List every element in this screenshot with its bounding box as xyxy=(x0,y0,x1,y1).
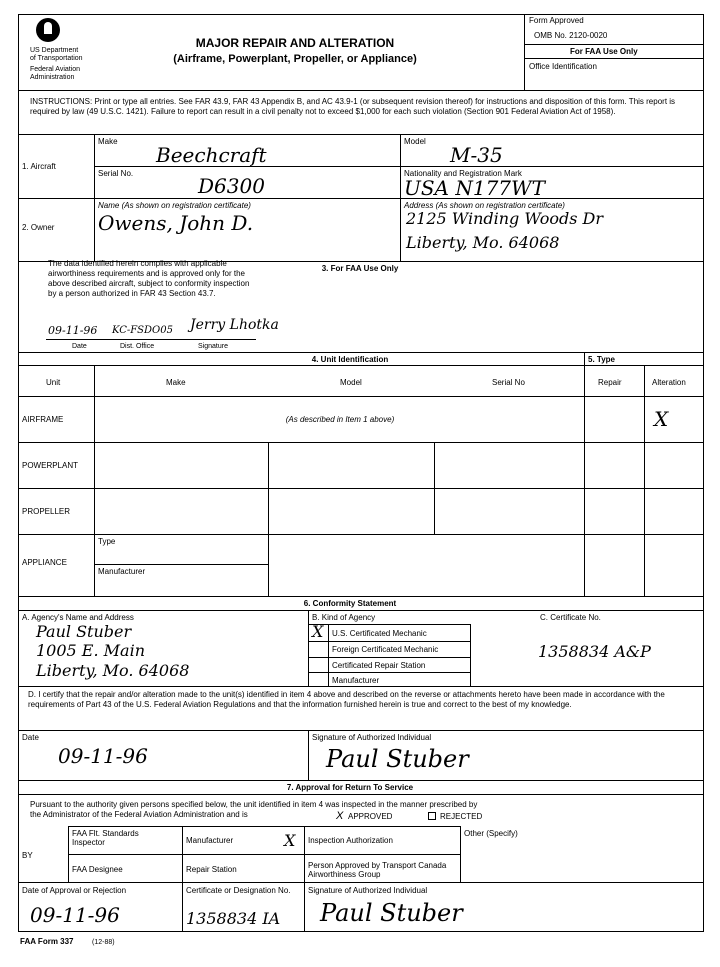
owner-section-label: 2. Owner xyxy=(22,223,55,232)
transport-canada-label: Person Approved by Transport Canada Airworthiness Group xyxy=(308,861,447,879)
return-service-heading: 7. Approval for Return To Service xyxy=(286,783,414,792)
instructions: INSTRUCTIONS: Print or type all entries. See FAR 43.9, FAR 43 Appendix B, and AC 43.9-1 (or subsequent revision thereof) for instructions and disposition of this form. This report is required by law (49 U.S.C. 1421). Failure to report can result in a civil penalty not to exceed $1,000 for each such violation (Section 901 Federal Aviation Act of 1958). xyxy=(30,97,676,116)
agency-line-2: of Transportation xyxy=(30,55,83,62)
faa-inspector-signature: Jerry Lhotka xyxy=(190,317,279,333)
dot-logo-emblem xyxy=(44,22,52,34)
nationality-label: Nationality and Registration Mark xyxy=(404,169,522,178)
kind-option-repair-station: Certificated Repair Station xyxy=(332,661,426,670)
make-label: Make xyxy=(98,137,118,146)
approval-date-label: Date of Approval or Rejection xyxy=(22,886,127,895)
certificate-no-value: 1358834 A&P xyxy=(538,642,651,661)
col-model: Model xyxy=(340,378,362,387)
form-title: MAJOR REPAIR AND ALTERATION xyxy=(195,36,395,50)
type-heading: 5. Type xyxy=(588,355,615,364)
return-signature-label: Signature of Authorized Individual xyxy=(308,886,428,895)
pursuant-statement: Pursuant to the authority given persons specified below, the unit identified in item 4 was inspected in the manner prescribed by the Administrator of the Federal Aviation Administration and is xyxy=(30,800,478,819)
kind-option-foreign-mechanic: Foreign Certificated Mechanic xyxy=(332,645,439,654)
inspection-auth-label: Inspection Authorization xyxy=(308,836,393,845)
aircraft-section-label: 1. Aircraft xyxy=(22,162,56,171)
return-signature: Paul Stuber xyxy=(320,899,463,927)
kind-of-agency-label: B. Kind of Agency xyxy=(312,613,376,622)
faa-dist-office-label: Dist. Office xyxy=(120,343,155,350)
conformity-heading: 6. Conformity Statement xyxy=(303,599,397,608)
faa-date-label: Date xyxy=(72,343,87,350)
agency-name-label: A. Agency's Name and Address xyxy=(22,613,134,622)
agency-line-3: Federal Aviation xyxy=(30,66,81,73)
faa-district-office: KC-FSDO05 xyxy=(112,325,173,336)
designation-no-label: Certificate or Designation No. xyxy=(186,886,291,895)
powerplant-label: POWERPLANT xyxy=(22,461,79,470)
owner-name-value: Owens, John D. xyxy=(98,211,254,235)
faa-use-only-label: For FAA Use Only xyxy=(570,47,638,56)
appliance-manufacturer-label: Manufacturer xyxy=(98,567,146,576)
designee-label: FAA Designee xyxy=(72,865,123,874)
form-revision: (12-88) xyxy=(92,939,115,946)
model-label: Model xyxy=(404,137,426,146)
owner-name-label: Name (As shown on registration certificate) xyxy=(98,201,251,210)
make-value: Beechcraft xyxy=(156,143,267,167)
unit-id-heading: 4. Unit Identification xyxy=(311,355,389,364)
kind-option-manufacturer: Manufacturer xyxy=(332,676,380,685)
manufacturer-option-label: Manufacturer xyxy=(186,836,234,845)
conformity-signature-label: Signature of Authorized Individual xyxy=(312,733,432,742)
approved-label: APPROVED xyxy=(348,812,393,821)
office-identification: Office Identification xyxy=(529,62,597,71)
faa-approval-date: 09-11-96 xyxy=(48,324,98,337)
nationality-value: USA N177WT xyxy=(404,176,545,200)
airframe-description: (As described in Item 1 above) xyxy=(285,415,395,424)
propeller-label: PROPELLER xyxy=(22,507,71,516)
form-number: FAA Form 337 xyxy=(20,937,74,946)
kind-option-us-mechanic: U.S. Certificated Mechanic xyxy=(332,629,427,638)
appliance-type-label: Type xyxy=(98,537,116,546)
owner-address-label: Address (As shown on registration certificate) xyxy=(404,201,565,210)
agency-name-line1: Paul Stuber xyxy=(36,622,132,641)
form-approved: Form Approved xyxy=(529,16,584,25)
form-subtitle: (Airframe, Powerplant, Propeller, or Appliance) xyxy=(173,53,417,65)
owner-address-line1: 2125 Winding Woods Dr xyxy=(406,209,604,228)
conformity-signature: Paul Stuber xyxy=(326,745,469,773)
serial-value: D6300 xyxy=(198,174,265,198)
by-label: BY xyxy=(22,851,33,860)
approval-date-value: 09-11-96 xyxy=(30,903,120,927)
owner-address-line2: Liberty, Mo. 64068 xyxy=(406,233,560,252)
airframe-alteration-mark: X xyxy=(654,407,669,431)
agency-line-1: US Department xyxy=(30,47,79,54)
agency-line-4: Administration xyxy=(30,74,75,81)
manufacturer-mark: X xyxy=(284,831,296,850)
rejected-label: REJECTED xyxy=(440,812,483,821)
conformity-date-value: 09-11-96 xyxy=(58,744,148,768)
agency-name-line3: Liberty, Mo. 64068 xyxy=(36,661,190,680)
col-alteration: Alteration xyxy=(652,378,686,387)
faa-use-heading: 3. For FAA Use Only xyxy=(321,264,399,273)
appliance-label: APPLIANCE xyxy=(22,558,67,567)
fsi-label: FAA Flt. Standards Inspector xyxy=(72,829,139,847)
designation-no-value: 1358834 IA xyxy=(186,909,281,928)
col-serial: Serial No xyxy=(492,378,525,387)
repair-station-label: Repair Station xyxy=(186,865,237,874)
col-unit: Unit xyxy=(46,378,61,387)
serial-label: Serial No. xyxy=(98,169,134,178)
conformity-date-label: Date xyxy=(22,733,39,742)
agency-name-line2: 1005 E. Main xyxy=(36,641,145,660)
col-repair: Repair xyxy=(598,378,622,387)
other-specify-label: Other (Specify) xyxy=(464,829,518,838)
omb-number: OMB No. 2120-0020 xyxy=(534,31,608,40)
kind-agency-mark: X xyxy=(312,622,324,641)
certification-statement: D. I certify that the repair and/or alteration made to the unit(s) identified in item 4 above and described on the reverse or attachments hereto have been made in accordance with the requirements of Part 43 of the U.S. Federal Aviation Regulations and that the information furnished herein is true and correct to the best of my knowledge. xyxy=(28,690,665,709)
rejected-checkbox xyxy=(428,812,436,820)
col-make: Make xyxy=(166,378,186,387)
model-value: M-35 xyxy=(450,143,503,167)
faa-approval-statement: The data identified herein complies with applicable airworthiness requirements and is approved only for the above described aircraft, subject to conformity inspection by a person authorized in FAR 43 Section 43.7. xyxy=(48,259,250,298)
certificate-no-label: C. Certificate No. xyxy=(540,613,601,622)
faa-signature-label: Signature xyxy=(198,343,228,350)
approved-mark: X xyxy=(336,810,344,822)
airframe-label: AIRFRAME xyxy=(22,415,64,424)
